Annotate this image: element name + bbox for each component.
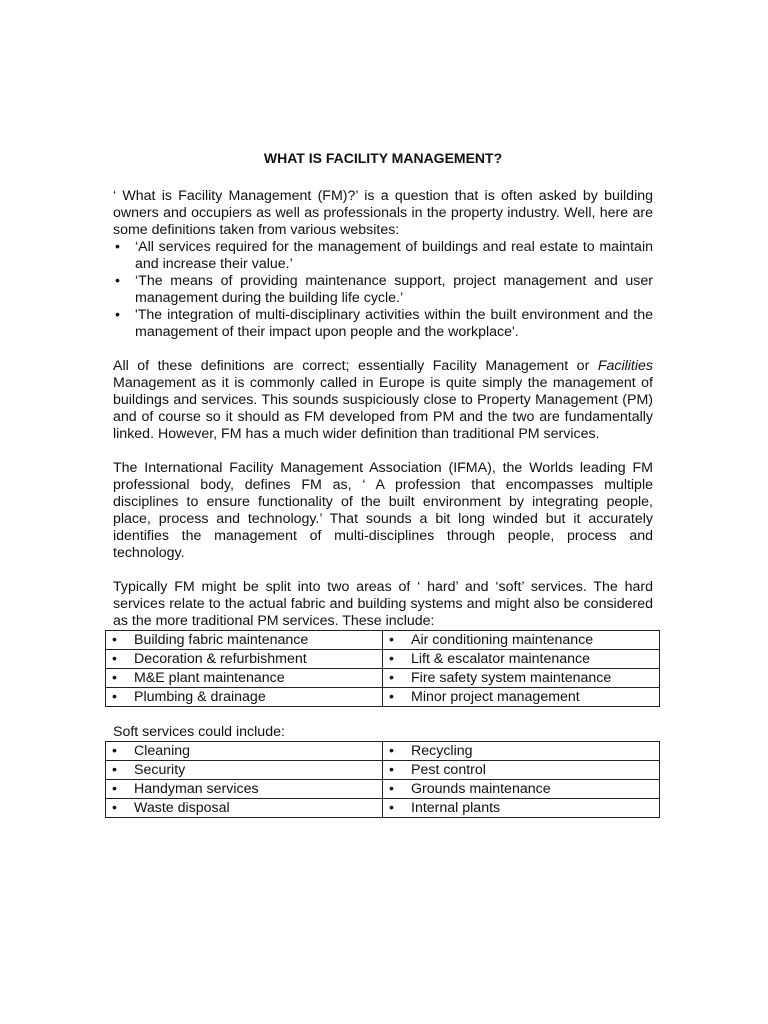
bullet-icon: •: [389, 800, 394, 816]
facilities-italic-word: Facilities: [597, 358, 653, 374]
table-cell: [106, 669, 383, 688]
service-text: M&E plant maintenance: [134, 670, 285, 686]
table-cell: [106, 631, 383, 650]
table-cell: [383, 742, 660, 761]
table-row: [106, 742, 660, 761]
definition-item: [113, 273, 653, 307]
table-cell: [383, 669, 660, 688]
hard-services-intro: Typically FM might be split into two areas of ‘ hard’ and ‘soft’ services. The hard services relate to the actual fabric and building systems and might also be considered as the more traditional PM services. These include:: [113, 579, 653, 629]
bullet-icon: •: [115, 273, 120, 289]
table-row: [106, 799, 660, 818]
service-text: Pest control: [411, 762, 486, 778]
bullet-icon: •: [389, 781, 394, 797]
hard-services-table: [105, 630, 660, 707]
service-text: Cleaning: [134, 743, 191, 759]
bullet-icon: •: [112, 670, 117, 686]
table-cell: [383, 688, 660, 707]
document-title: WHAT IS FACILITY MANAGEMENT?: [263, 150, 503, 166]
service-text: Waste disposal: [134, 800, 230, 816]
document-page: [113, 150, 653, 818]
bullet-icon: •: [389, 762, 394, 778]
definitions-list: [113, 239, 653, 341]
bullet-icon: •: [112, 762, 117, 778]
definition-item: [113, 307, 653, 341]
definition-item: [113, 239, 653, 273]
bullet-icon: •: [389, 670, 394, 686]
service-text: Handyman services: [134, 781, 259, 797]
definition-text: ‘All services required for the management of buildings and real estate to maintain and increase their value.’: [135, 239, 653, 272]
service-text: Minor project management: [411, 689, 580, 705]
table-row: [106, 688, 660, 707]
service-text: Security: [134, 762, 186, 778]
bullet-icon: •: [389, 651, 394, 667]
table-cell: [106, 761, 383, 780]
table-cell: [106, 799, 383, 818]
definition-text: 'The integration of multi-disciplinary activities within the built environment and the management of their impact upon people and the workplace'.: [135, 307, 653, 340]
table-row: [106, 650, 660, 669]
table-cell: [106, 780, 383, 799]
table-row: [106, 631, 660, 650]
table-cell: [106, 742, 383, 761]
para2-text-start: All of these definitions are correct; essentially Facility Management or: [113, 358, 598, 374]
soft-services-table: [105, 741, 660, 818]
table-row: [106, 669, 660, 688]
soft-services-label: Soft services could include:: [113, 724, 285, 740]
bullet-icon: •: [112, 781, 117, 797]
service-text: Internal plants: [411, 800, 501, 816]
ifma-paragraph: The International Facility Management Association (IFMA), the Worlds leading FM professional body, defines FM as, ‘ A profession that encompasses multiple disciplines to ensure functionality of the built environment by integrating people, place, process and technology.’ That sounds a bit long winded but it accurately identifies the management of multi-disciplines through people, process and technology.: [113, 460, 653, 561]
table-cell: [383, 631, 660, 650]
service-text: Lift & escalator maintenance: [411, 651, 591, 667]
service-text: Air conditioning maintenance: [411, 632, 594, 648]
bullet-icon: •: [112, 651, 117, 667]
service-text: Fire safety system maintenance: [411, 670, 612, 686]
table-row: [106, 761, 660, 780]
bullet-icon: •: [389, 743, 394, 759]
bullet-icon: •: [112, 800, 117, 816]
service-text: Grounds maintenance: [411, 781, 551, 797]
definitions-commentary-paragraph: [113, 358, 653, 443]
table-cell: [106, 688, 383, 707]
definition-text: ‘The means of providing maintenance support, project management and user management during the building life cycle.’: [135, 273, 653, 306]
bullet-icon: •: [389, 689, 394, 705]
table-cell: [383, 780, 660, 799]
bullet-icon: •: [115, 239, 120, 255]
bullet-icon: •: [115, 307, 120, 323]
bullet-icon: •: [389, 632, 394, 648]
service-text: Recycling: [411, 743, 473, 759]
para2-text-end: Management as it is commonly called in Europe is quite simply the management of buildings and services. This sounds suspiciously close to Property Management (PM) and of course so it should as FM developed from PM and the two are fundamentally linked. However, FM has a much wider definition than traditional PM services.: [113, 375, 653, 442]
table-cell: [383, 761, 660, 780]
service-text: Decoration & refurbishment: [134, 651, 307, 667]
service-text: Plumbing & drainage: [134, 689, 266, 705]
bullet-icon: •: [112, 632, 117, 648]
bullet-icon: •: [112, 743, 117, 759]
table-cell: [106, 650, 383, 669]
bullet-icon: •: [112, 689, 117, 705]
table-row: [106, 780, 660, 799]
service-text: Building fabric maintenance: [134, 632, 309, 648]
intro-paragraph: ‘ What is Facility Management (FM)?’ is a question that is often asked by building owners and occupiers as well as professionals in the property industry. Well, here are some definitions taken from various websites:: [113, 188, 653, 238]
table-cell: [383, 650, 660, 669]
table-cell: [383, 799, 660, 818]
